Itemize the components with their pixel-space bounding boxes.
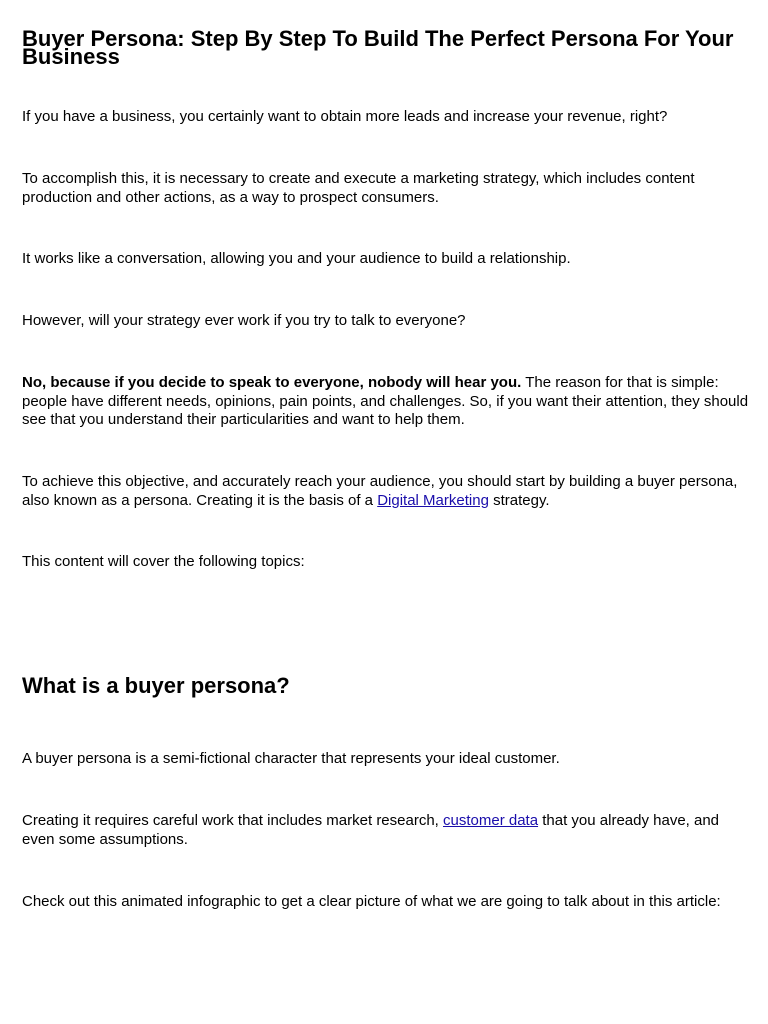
section-heading: What is a buyer persona? — [22, 673, 290, 698]
article-title: Buyer Persona: Step By Step To Build The Perfect Persona For Your Business — [22, 26, 734, 69]
paragraph-research-text: Creating it requires careful work that includes market research, — [22, 812, 444, 829]
paragraph-objective-text: To achieve this objective, and accurately reach your audience, you should start by building a buyer persona, also known as a persona. Creating it is the basis of a — [22, 473, 738, 509]
customer-data-link[interactable]: customer data — [443, 812, 539, 829]
paragraph-conversation: It works like a conversation, allowing you and your audience to build a relationship. — [22, 250, 571, 267]
bold-statement: No, because if you decide to speak to everyone, nobody will hear you. — [22, 374, 522, 391]
paragraph-research — [22, 812, 750, 849]
paragraph-answer — [22, 374, 750, 430]
paragraph-question: However, will your strategy ever work if you try to talk to everyone? — [22, 312, 466, 329]
digital-marketing-link[interactable]: Digital Marketing — [377, 491, 489, 509]
paragraph-infographic: Check out this animated infographic to get a clear picture of what we are going to talk about in this article: — [22, 893, 721, 910]
paragraph-answer-text: The reason for that is simple: people have different needs, opinions, pain points, and challenges. So, if you want their attention, they should see that you understand their particularities and want to help them. — [22, 374, 749, 428]
paragraph-topics: This content will cover the following topics: — [22, 553, 305, 570]
paragraph-strategy: To accomplish this, it is necessary to create and execute a marketing strategy, which includes content production and other actions, as a way to prospect consumers. — [22, 170, 695, 206]
paragraph-intro: If you have a business, you certainly want to obtain more leads and increase your revenue, right? — [22, 108, 668, 125]
paragraph-objective-end: strategy. — [488, 491, 550, 509]
paragraph-objective — [22, 473, 750, 510]
paragraph-definition: A buyer persona is a semi-fictional character that represents your ideal customer. — [22, 750, 560, 767]
paragraph-research-end: that you already have, and even some assumptions. — [22, 812, 720, 848]
